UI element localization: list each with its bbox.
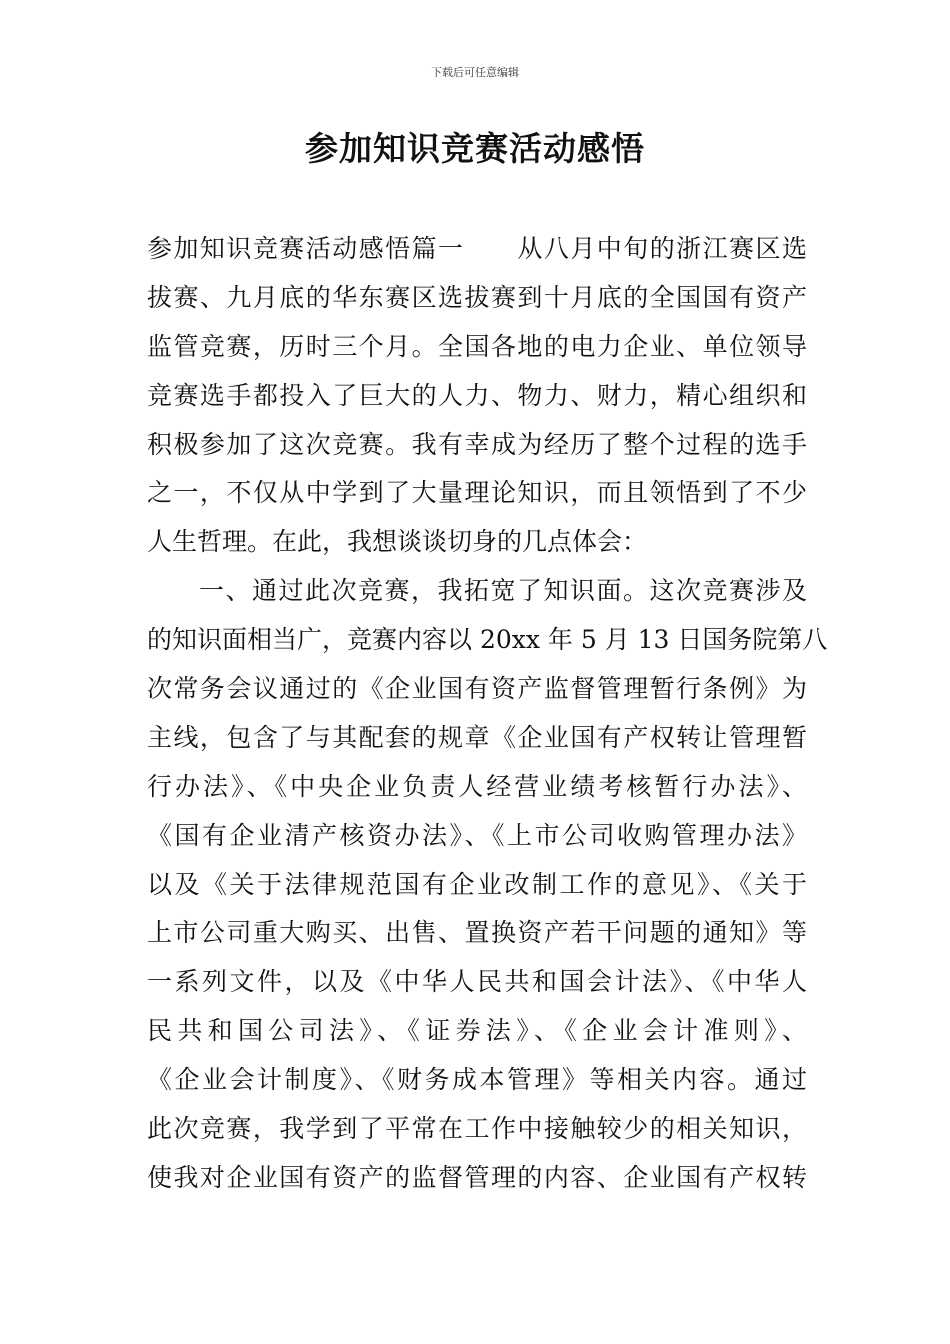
body-line: 人生哲理。在此，我想谈谈切身的几点体会： [147, 527, 648, 557]
body-line: 《企业会计制度》、《财务成本管理》等相关内容。通过 [147, 1065, 807, 1095]
body-line: 《国有企业清产核资办法》、《上市公司收购管理办法》 [147, 820, 807, 850]
body-line: 使我对企业国有资产的监督管理的内容、企业国有产权转 [147, 1162, 807, 1192]
body-line: 上市公司重大购买、出售、置换资产若干问题的通知》等 [147, 918, 807, 948]
body-line: 竞赛选手都投入了巨大的人力、物力、财力，精心组织和 [147, 380, 807, 410]
body-line: 之一，不仅从中学到了大量理论知识，而且领悟到了不少 [147, 478, 807, 508]
body-line: 此次竞赛，我学到了平常在工作中接触较少的相关知识， [147, 1114, 807, 1144]
body-line: 监管竞赛，历时三个月。全国各地的电力企业、单位领导 [147, 331, 807, 361]
body-line: 民共和国公司法》、《证券法》、《企业会计准则》、 [147, 1016, 807, 1046]
body-line: 积极参加了这次竞赛。我有幸成为经历了整个过程的选手 [147, 429, 807, 459]
header-note: 下载后可任意编辑 [431, 66, 519, 79]
body-line: 主线，包含了与其配套的规章《企业国有产权转让管理暂 [147, 722, 807, 752]
body-line: 拔赛、九月底的华东赛区选拔赛到十月底的全国国有资产 [147, 282, 807, 312]
body-line: 参加知识竞赛活动感悟篇一 从八月中旬的浙江赛区选 [147, 234, 807, 263]
body-line: 一系列文件，以及《中华人民共和国会计法》、《中华人 [147, 967, 807, 997]
body-line: 行办法》、《中央企业负责人经营业绩考核暂行办法》、 [147, 771, 807, 801]
body-line: 以及《关于法律规范国有企业改制工作的意见》、《关于 [147, 869, 807, 899]
document-body [147, 225, 828, 1203]
body-line: 一、通过此次竞赛，我拓宽了知识面。这次竞赛涉及 [199, 576, 807, 606]
body-line: 次常务会议通过的《企业国有资产监督管理暂行条例》为 [147, 674, 807, 704]
body-line: 的知识面相当广，竞赛内容以 20xx 年 5 月 13 日国务院第八 [147, 625, 828, 655]
document-title: 参加知识竞赛活动感悟 [305, 129, 645, 168]
